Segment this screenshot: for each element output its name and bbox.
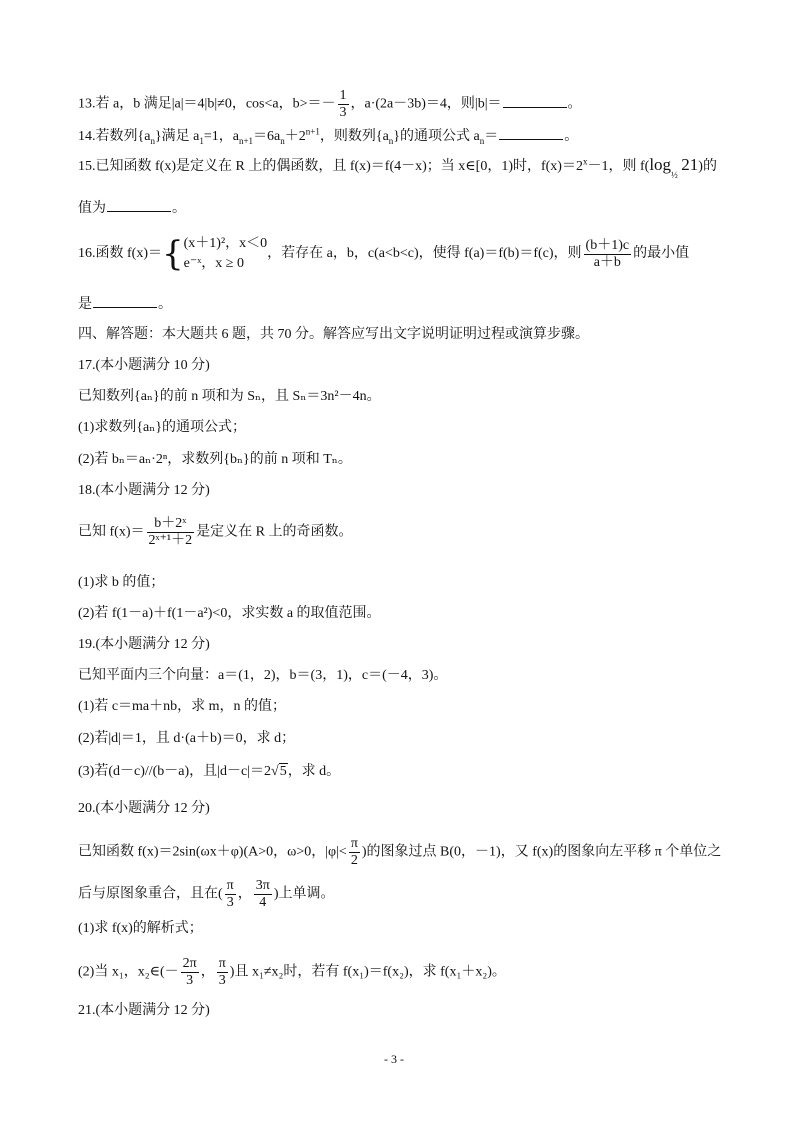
question-17-part1: (1)求数列{aₙ}的通项公式； <box>78 420 247 435</box>
question-19-part1: (1)若 c＝ma＋nb，求 m，n 的值； <box>78 699 287 714</box>
question-20-title: 20.(本小题满分 12 分) <box>78 801 210 816</box>
brace-icon: { <box>162 234 184 274</box>
question-18-part1: (1)求 b 的值； <box>78 575 165 590</box>
question-18-part2: (2)若 f(1－a)＋f(1－a²)<0，求实数 a 的取值范围。 <box>78 606 381 621</box>
q13-text: 13.若 a，b 满足|a|＝4|b|≠0，cos<a，b>＝－ <box>78 96 336 112</box>
page-number: - 3 - <box>384 1052 404 1066</box>
question-18-stem: 已知 f(x)＝ $\frac{\text{b＋2ˣ}}{\text{2ˣ⁺¹＋2}}$ 是定义在 R 上的奇函数。 <box>78 516 353 548</box>
question-15-cont: 值为 。 <box>78 198 186 218</box>
question-16: 16.函数 f(x)＝{ (x＋1)²，x＜0 e⁻ˣ，x ≥ 0 ，若存在 a，b，c(a<b<c)，使得 f(a)＝f(b)＝f(c)，则 $\frac{(b+1)c}{a+b}$ 的最小值 <box>78 234 690 274</box>
question-17-title: 17.(本小题满分 10 分) <box>78 358 210 373</box>
answer-blank <box>93 294 157 308</box>
question-19-part3: (3)若(d－c)//(b－a)，且|d－c|＝2√5，求 d。 <box>78 764 341 779</box>
answer-blank <box>107 198 171 212</box>
piecewise-function: (x＋1)²，x＜0 e⁻ˣ，x ≥ 0 <box>183 236 268 271</box>
question-16-cont: 是 。 <box>78 294 172 314</box>
question-19-title: 19.(本小题满分 12 分) <box>78 637 210 652</box>
q13-fraction: $\frac{1}{3}$ <box>339 88 347 120</box>
question-20-stem: 已知函数 f(x)＝2sin(ωx＋φ)(A>0，ω>0，|φ|< $\frac{\pi}{2}$ )的图象过点 B(0，－1)，又 f(x)的图象向左平移 π 个单位之 <box>78 836 722 868</box>
question-17-part2: (2)若 bₙ＝aₙ·2ⁿ，求数列{bₙ}的前 n 项和 Tₙ。 <box>78 452 352 467</box>
answer-blank <box>503 94 567 108</box>
question-17-stem: 已知数列{aₙ}的前 n 项和为 Sₙ，且 Sₙ＝3n²－4n。 <box>78 389 381 404</box>
section-heading: 四、解答题：本大题共 6 题，共 70 分。解答应写出文字说明证明过程或演算步骤。 <box>78 327 589 342</box>
question-20-stem-cont: 后与原图象重合，且在( $\frac{\pi}{3}$ ， $\frac{3\pi}{4}$ )上单调。 <box>78 878 335 910</box>
question-19-stem: 已知平面内三个向量：a＝(1，2)，b＝(3，1)，c＝(－4，3)。 <box>78 668 448 683</box>
question-20-part1: (1)求 f(x)的解析式； <box>78 921 203 936</box>
question-20-part2: (2)当 x₁，x₂∈(－ $\frac{2\pi}{3}$ ， $\frac{\pi}{3}$ )且 x₁≠x₂时，若有 f(x₁)＝f(x₂)，求 f(x₁＋x₂)。 <box>78 956 506 988</box>
answer-blank <box>499 126 563 140</box>
question-21-title: 21.(本小题满分 12 分) <box>78 1003 210 1018</box>
question-15: 15.已知函数 f(x)是定义在 R 上的偶函数，且 f(x)＝f(4－x)；当 x∈[0，1)时，$f(x)=2^x-1$，则 $f(\log_{\frac{1}{2}}$ 21)的 <box>78 155 717 180</box>
question-18-title: 18.(本小题满分 12 分) <box>78 483 210 498</box>
question-19-part2: (2)若|d|＝1，且 d·(a＋b)＝0，求 d； <box>78 731 296 746</box>
question-13: 13.若 a，b 满足|a|＝4|b|≠0，cos<a，b>＝－ $\frac{1}{3}$ ，a·(2a－3b)＝4，则|b|＝ 。 <box>78 88 582 120</box>
question-14: 14.若数列$\{a_n\}$满足 $a_1=1$，$a_{n+1}=6a_n+2^{n+1}$，则数列$\{a_n\}$的通项公式 $a_n=$ 。 <box>78 126 579 146</box>
